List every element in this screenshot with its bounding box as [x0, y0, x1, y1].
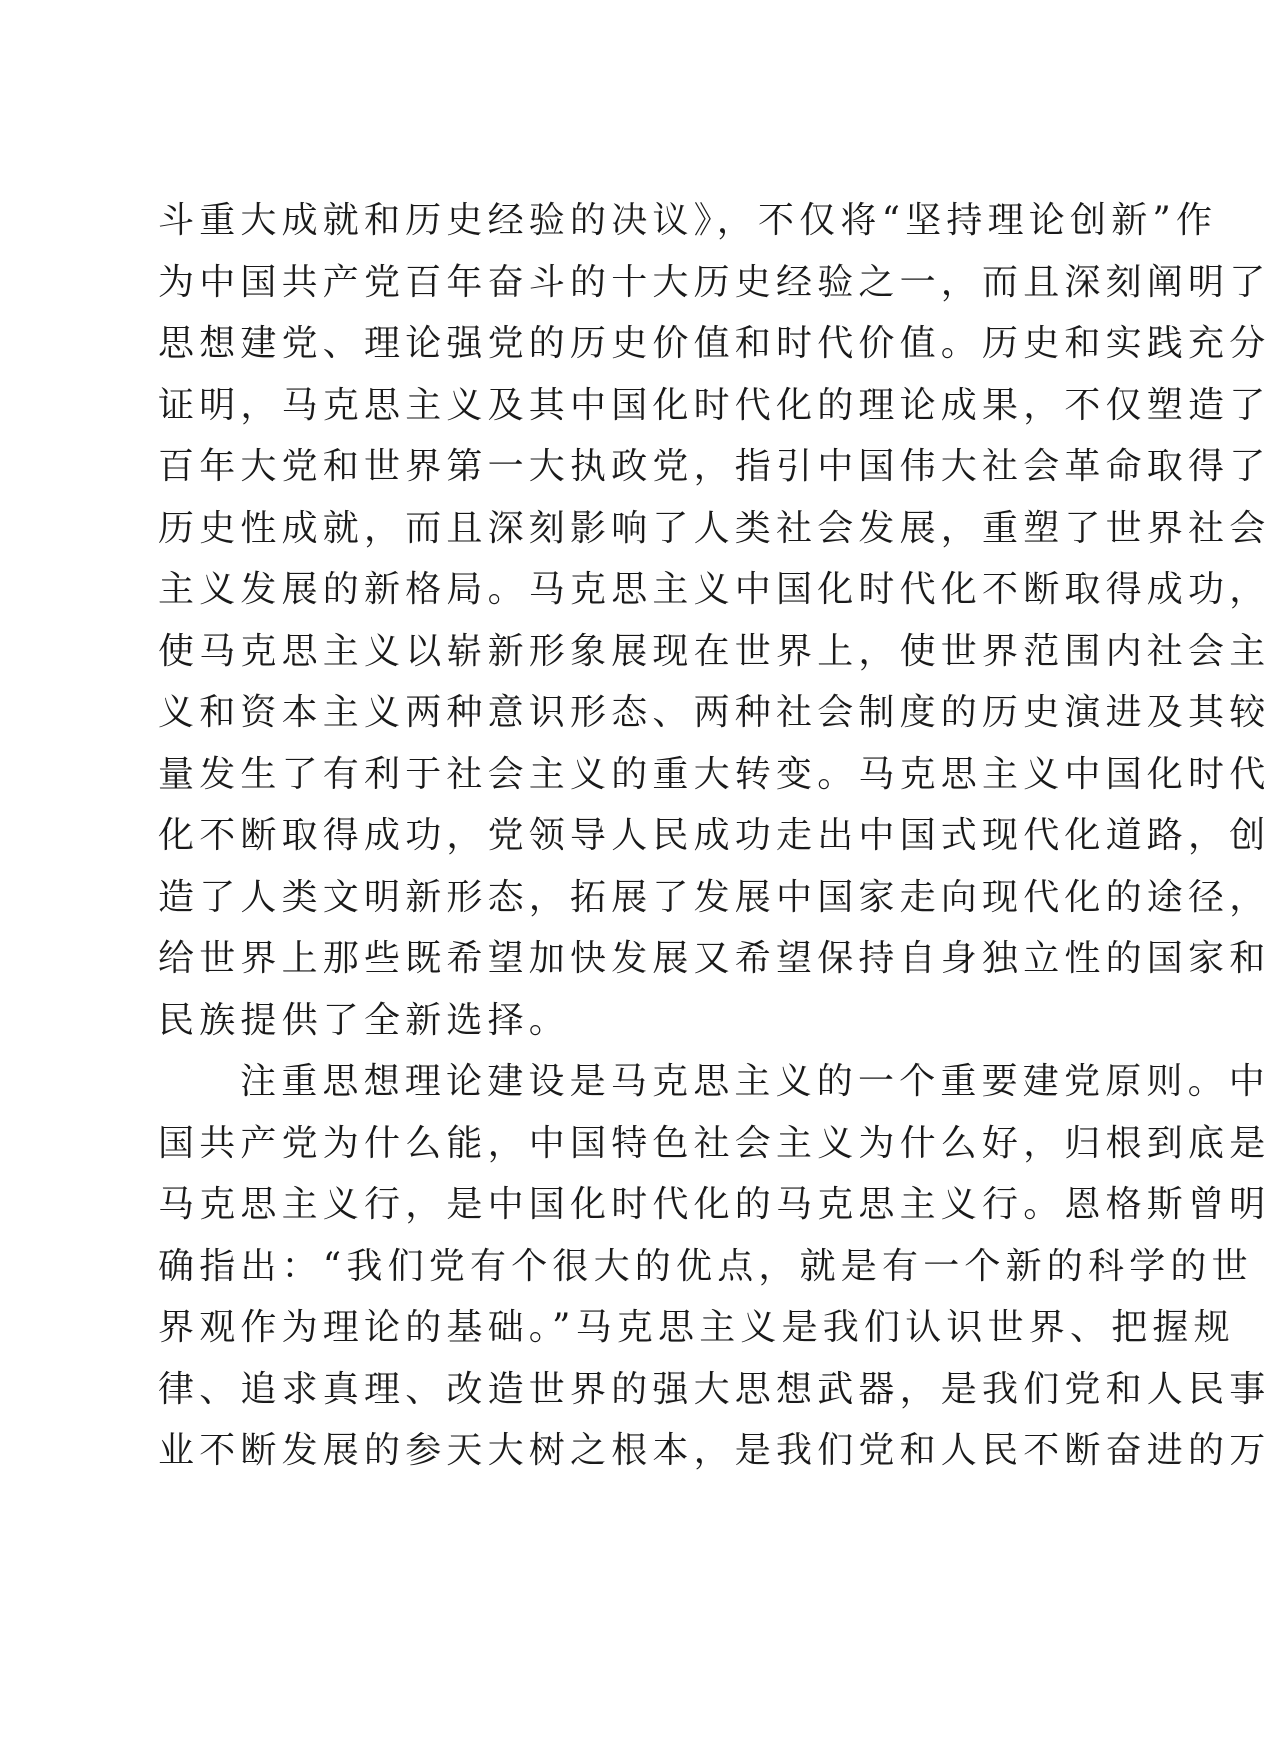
text-line: 量发生了有利于社会主义的重大转变。马克思主义中国化时代	[158, 753, 1270, 795]
text-line: 使马克思主义以崭新形象展现在世界上，使世界范围内社会主	[158, 630, 1270, 672]
body-text	[158, 190, 1270, 1482]
text-line: 界观作为理论的基础。”马克思主义是我们认识世界、把握规	[158, 1307, 1235, 1348]
text-line: 造了人类文明新形态，拓展了发展中国家走向现代化的途径，	[158, 876, 1270, 918]
text-line: 证明，马克思主义及其中国化时代化的理论成果，不仅塑造了	[158, 384, 1270, 426]
text-line: 国共产党为什么能，中国特色社会主义为什么好，归根到底是	[158, 1122, 1270, 1164]
text-line: 历史性成就，而且深刻影响了人类社会发展，重塑了世界社会	[158, 507, 1270, 549]
paragraph-1	[158, 190, 1270, 1051]
text-line: 斗重大成就和历史经验的决议》，不仅将“坚持理论创新”作	[158, 200, 1218, 241]
text-line: 化不断取得成功，党领导人民成功走出中国式现代化道路，创	[158, 815, 1270, 856]
text-line: 百年大党和世界第一大执政党，指引中国伟大社会革命取得了	[158, 446, 1270, 487]
text-line: 确指出：“我们党有个很大的优点，就是有一个新的科学的世	[158, 1245, 1253, 1287]
text-line-indented	[158, 1051, 1270, 1113]
text-line: 义和资本主义两种意识形态、两种社会制度的历史演进及其较	[158, 692, 1270, 733]
text-line: 为中国共产党百年奋斗的十大历史经验之一，而且深刻阐明了	[158, 261, 1270, 303]
text-line-content: 注重思想理论建设是马克思主义的一个重要建党原则。中	[240, 1061, 1270, 1102]
text-line: 主义发展的新格局。马克思主义中国化时代化不断取得成功，	[158, 569, 1270, 610]
text-line: 民族提供了全新选择。	[158, 999, 571, 1041]
text-line: 给世界上那些既希望加快发展又希望保持自身独立性的国家和	[158, 938, 1270, 979]
text-line: 业不断发展的参天大树之根本，是我们党和人民不断奋进的万	[158, 1430, 1270, 1471]
paragraph-2	[158, 1051, 1270, 1482]
text-line: 马克思主义行，是中国化时代化的马克思主义行。恩格斯曾明	[158, 1184, 1270, 1225]
text-line: 律、追求真理、改造世界的强大思想武器，是我们党和人民事	[158, 1368, 1270, 1410]
text-line: 思想建党、理论强党的历史价值和时代价值。历史和实践充分	[158, 323, 1270, 364]
